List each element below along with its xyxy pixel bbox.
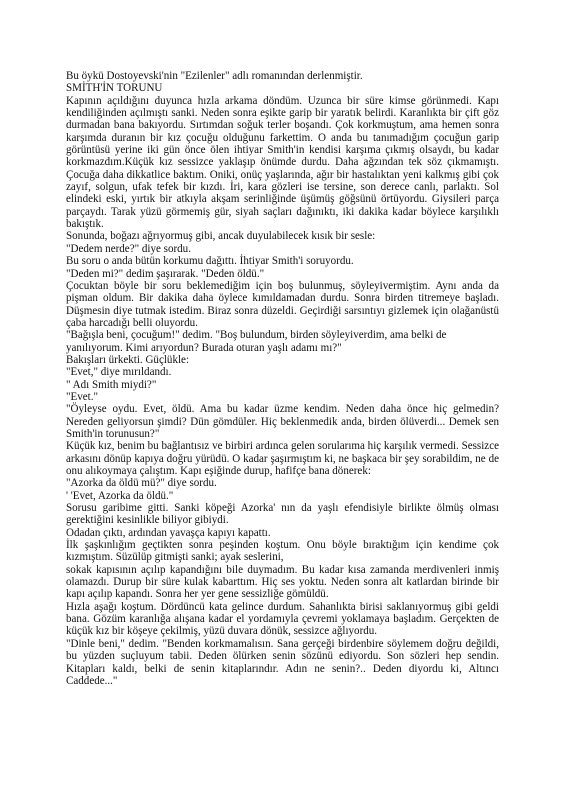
paragraph: Hızla aşağı koştum. Dördüncü kata gelince durdum. Sahanlıkta birisi saklanıyormuş gibi geldi bana. Gözüm karanlığa alışana kadar el yordamıyla çevremi yoklamaya başladım. Gerçekten de küçük kız bir köşeye çekilmiş, yüzü duvara dönük, sessizce ağlıyordu.: [66, 600, 499, 638]
paragraph: Küçük kız, benim bu bağlantısız ve birbiri ardınca gelen sorularıma hiç karşılık vermedi. Sessizce arkasını dönüp kapıya doğru yürüdü. O kadar şaşırmıştım ki, ne başkaca bir şey sorabildim, ne de onu alıkoymaya çalıştım. Kapı eşiğinde durup, hafifçe bana dönerek:: [66, 440, 499, 477]
paragraph: ' 'Evet, Azorka da öldü.": [66, 489, 174, 502]
paragraph: İlk şaşkınlığım geçtikten sonra peşinden koştum. Onu böyle bıraktığım için kendime çok kızmıştım. Süzülüp gitmişti sanki; ayak seslerini,: [66, 539, 499, 564]
intro-note: Bu öykü Dostoyevski'nin "Ezilenler" adlı romanından derlenmiştir.: [66, 70, 363, 82]
paragraph: sokak kapısının açılıp kapandığını bile duymadım. Bu kadar kısa zamanda merdivenleri inmiş olamazdı. Durup bir süre kulak kabarttım. Hiç ses yoktu. Neden sonra alt katlardan birinde bir kapı açılıp kapandı. Sonra her yer gene sessizliğe gömüldü.: [66, 563, 499, 601]
paragraph: "Evet," diye mırıldandı.: [66, 366, 172, 379]
paragraph: " Adı Smith miydi?": [66, 378, 157, 391]
paragraph: Kapının açıldığını duyunca hızla arkama döndüm. Uzunca bir süre kimse görünmedi. Kapı kendiliğinden açılmıştı sanki. Neden sonra eşikte garip bir yaratık belirdi. Karanlıkta bir çift göz durmadan bana bakıyordu. Sırtımdan soğuk terler boşandı. Çok korkmuştum, ama hemen sonra karşımda duranın bir kız çocuğu olduğunu farkettim. O anda bu tanımadığım çocuğun garip görüntüsü yerine iki gün önce ölen ihtiyar Smith'in kendisi karşıma çıkmış olsaydı, bu kadar korkmazdım.Küçük kız sessizce yaklaşıp önümde durdu. Daha ağzından tek söz çıkmamıştı. Çocuğa daha dikkatlice baktım. Oniki, onüç yaşlarında, ağır bir hastalıktan yeni kalkmış gibi çok zayıf, solgun, ufak tefek bir kızdı. İri, kara gözleri ise tersine, son derece canlı, parlaktı. Sol elindeki eski, yırtık bir atkıyla akşam serinliğinde üşümüş göğsünü örtüyordu. Giysileri parça parçaydı. Tarak yüzü görmemiş gür, siyah saçları dağınıktı, iki dakika kadar böylece karşılıklı bakıştık.: [66, 94, 499, 231]
paragraph: "Evet.": [66, 390, 99, 403]
paragraph: Sorusu garibime gitti. Sanki köpeği Azorka' nın da yaşlı efendisiyle birlikte ölmüş olması gerektiğini kesinlikle biliyor gibiydi.: [66, 502, 499, 527]
paragraph: Odadan çıktı, ardından yavaşça kapıyı kapattı.: [66, 526, 271, 539]
paragraph: "Dedem nerde?" diye sordu.: [66, 242, 191, 255]
document-body: [66, 70, 499, 687]
story-title: SMİTH'İN TORUNU: [66, 82, 163, 95]
paragraph: Bakışları ürkekti. Güçlükle:: [66, 353, 190, 366]
paragraph: "Öyleyse oydu. Evet, öldü. Ama bu kadar üzme kendim. Neden daha önce hiç gelmedin? Nereden geliyorsun şimdi? Dün gömdüler. Hiç beklenmedik anda, birden ölüverdi... Demek sen Smith'in torunusun?": [66, 403, 499, 440]
paragraph: "Bağışla beni, çocuğum!" dedim. "Boş bulundum, birden söyleyiverdim, ama belki de yanılıyorum. Kimi arıyordun? Burada oturan yaşlı adamı mı?": [66, 329, 447, 354]
paragraph: Bu soru o anda bütün korkumu dağıttı. İhtiyar Smith'i soruyordu.: [66, 255, 354, 268]
paragraph: Sonunda, boğazı ağrıyormuş gibi, ancak duyulabilecek kısık bir sesle:: [66, 230, 376, 243]
paragraph: Çocuktan böyle bir soru beklemediğim için boş bulunmuş, söyleyivermiştim. Aynı anda da pişman oldum. Bir dakika daha öylece kımıldamadan durdu. Sonra birden titremeye başladı. Düşmesin diye tutmak istedim. Biraz sonra düzeldi. Geçirdiği sarsıntıyı gizlemek için olağanüstü çaba harcadığı belli oluyordu.: [66, 279, 499, 329]
paragraph: "Dinle beni," dedim. "Benden korkmamalısın. Sana gerçeği birdenbire söylemem doğru değildi, bu yüzden suçluyum tabii. Deden ölürken senin sözünü ediyordu. Son sözleri hep sendin. Kitapları kaldı, belki de senin kitaplarındır. Adın ne senin?.. Deden diyordu ki, Altıncı Caddede...": [66, 637, 499, 687]
paragraph: "Azorka da öldü mü?" diye sordu.: [66, 477, 217, 490]
paragraph: "Deden mi?" dedim şaşırarak. "Deden öldü.": [66, 267, 265, 280]
